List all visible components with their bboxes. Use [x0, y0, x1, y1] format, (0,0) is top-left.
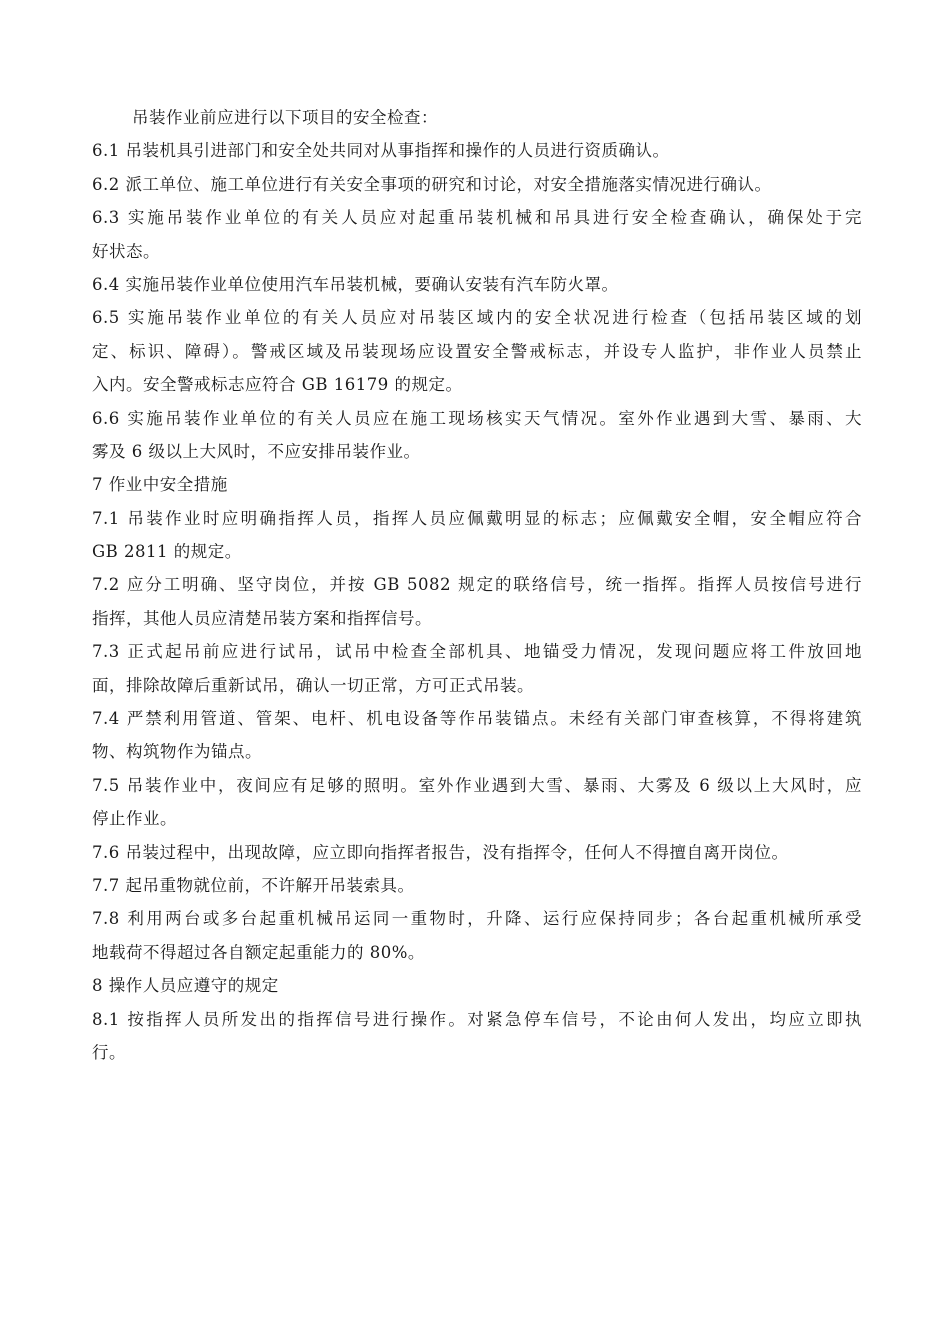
section-8-heading: 8 操作人员应遵守的规定	[92, 976, 279, 996]
item-7-4-line-1: 7.4 严禁利用管道、管架、电杆、机电设备等作吊装锚点。未经有关部门审查核算，不得将建筑	[92, 709, 862, 729]
item-6-5-line-1: 6.5 实施吊装作业单位的有关人员应对吊装区域内的安全状况进行检查（包括吊装区域的划	[92, 308, 862, 328]
item-7-2-line-1: 7.2 应分工明确、坚守岗位，并按 GB 5082 规定的联络信号，统一指挥。指挥人员按信号进行	[92, 575, 862, 595]
item-7-2-line-2: 指挥，其他人员应清楚吊装方案和指挥信号。	[92, 608, 432, 628]
section-7-heading: 7 作业中安全措施	[92, 475, 228, 495]
item-6-5-line-3: 入内。安全警戒标志应符合 GB 16179 的规定。	[92, 375, 463, 395]
item-7-7: 7.7 起吊重物就位前，不许解开吊装索具。	[92, 875, 415, 895]
item-7-1-line-2: GB 2811 的规定。	[92, 542, 242, 562]
item-8-1-line-1: 8.1 按指挥人员所发出的指挥信号进行操作。对紧急停车信号，不论由何人发出，均应立即执	[92, 1009, 862, 1029]
item-6-6-line-2: 雾及 6 级以上大风时，不应安排吊装作业。	[92, 441, 421, 461]
intro-line: 吊装作业前应进行以下项目的安全检查：	[132, 108, 438, 127]
item-6-1: 6.1 吊装机具引进部门和安全处共同对从事指挥和操作的人员进行资质确认。	[92, 141, 670, 161]
item-7-3-line-1: 7.3 正式起吊前应进行试吊，试吊中检查全部机具、地锚受力情况，发现问题应将工件放回地	[92, 642, 862, 662]
item-7-5-line-1: 7.5 吊装作业中，夜间应有足够的照明。室外作业遇到大雪、暴雨、大雾及 6 级以上大风时，应	[92, 775, 862, 795]
item-7-3-line-2: 面，排除故障后重新试吊，确认一切正常，方可正式吊装。	[92, 675, 534, 695]
item-6-3-line-1: 6.3 实施吊装作业单位的有关人员应对起重吊装机械和吊具进行安全检查确认，确保处于完	[92, 208, 862, 228]
item-6-5-line-2: 定、标识、障碍）。警戒区域及吊装现场应设置安全警戒标志，并设专人监护，非作业人员禁止	[92, 341, 862, 361]
item-7-8-line-1: 7.8 利用两台或多台起重机械吊运同一重物时，升降、运行应保持同步；各台起重机械所承受	[92, 909, 862, 929]
item-6-6-line-1: 6.6 实施吊装作业单位的有关人员应在施工现场核实天气情况。室外作业遇到大雪、暴雨、大	[92, 408, 862, 428]
item-6-3-line-2: 好状态。	[92, 241, 160, 261]
item-7-6: 7.6 吊装过程中，出现故障，应立即向指挥者报告，没有指挥令，任何人不得擅自离开岗位。	[92, 842, 789, 862]
item-6-4: 6.4 实施吊装作业单位使用汽车吊装机械，要确认安装有汽车防火罩。	[92, 274, 619, 294]
item-7-1-line-1: 7.1 吊装作业时应明确指挥人员，指挥人员应佩戴明显的标志；应佩戴安全帽，安全帽应符合	[92, 508, 862, 528]
document-body	[92, 101, 862, 1069]
item-8-1-line-2: 行。	[92, 1042, 126, 1062]
item-7-4-line-2: 物、构筑物作为锚点。	[92, 742, 262, 762]
item-6-2: 6.2 派工单位、施工单位进行有关安全事项的研究和讨论，对安全措施落实情况进行确认。	[92, 174, 772, 194]
item-7-8-line-2: 地载荷不得超过各自额定起重能力的 80%。	[92, 942, 425, 962]
item-7-5-line-2: 停止作业。	[92, 809, 177, 829]
